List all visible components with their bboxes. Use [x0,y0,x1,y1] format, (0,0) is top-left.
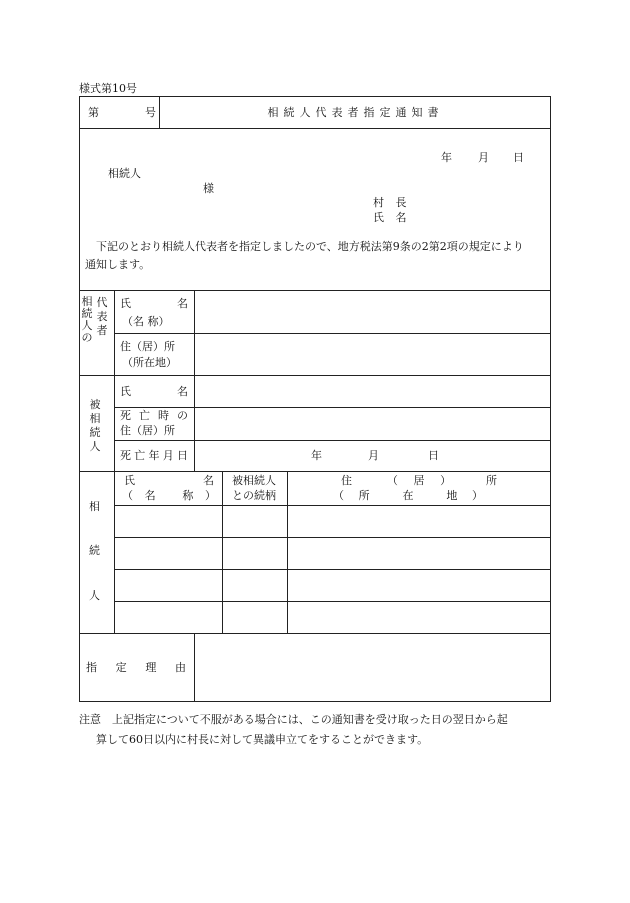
rep-name-sub: （名 称） [122,315,170,328]
divider-heir-row1 [114,537,551,538]
heirs-group-label-3: 人 [89,589,100,602]
rep-group-label-col2: 代表者 [96,296,108,337]
divider-rep-rows [114,333,551,334]
notice-body-line1: 下記のとおり相続人代表者を指定しましたので、地方税法第9条の2第2項の規定により [96,240,524,253]
decedent-name-label: 氏 名 [120,385,188,398]
notice-body-line2: 通知します。 [85,258,151,271]
notice-date-day: 日 [513,151,524,164]
number-suffix: 号 [145,106,156,119]
recipient-label: 相続人 [108,167,141,180]
notice-date-month: 月 [478,151,489,164]
divider-label-col [194,290,195,471]
issuer-name-label: 氏 名 [373,211,411,224]
footnote-line1: 注意 上記指定について不服がある場合には、この通知書を受け取った日の翌日から起 [79,713,508,726]
decedent-group-label: 被相続人 [89,398,101,453]
issuer-title: 村 長 [373,196,411,209]
recipient-honorific: 様 [203,182,214,195]
rep-group-label-col1: 相続人の [81,295,93,344]
divider-heir-col2 [287,471,288,633]
number-prefix: 第 [88,106,99,119]
heirs-col-relation-line2: との続柄 [232,489,276,502]
rep-address-sub: （所在地） [122,356,177,369]
divider-dec-row1 [114,407,551,408]
heirs-col-name: 氏 名 [124,474,214,487]
divider-dec-end [79,471,551,472]
heirs-col-address-sub: （所 在 地） [333,489,483,502]
divider-heir-end [79,633,551,634]
form-frame [79,96,551,702]
divider-notice [79,290,551,291]
divider-header [79,128,551,129]
divider-rep-end [79,375,551,376]
death-date-label: 死亡年月日 [120,449,188,462]
death-year: 年 [311,449,322,462]
heirs-group-label-2: 続 [89,544,100,557]
decedent-address-label-line2: 住（居）所 [120,424,175,437]
notice-date-year: 年 [441,151,452,164]
document-title: 相続人代表者指定通知書 [267,106,444,119]
rep-address-label: 住（居）所 [120,340,175,353]
reason-label: 指定理由 [86,661,186,674]
divider-group-col [114,290,115,633]
footnote-line2: 算して60日以内に村長に対して異議申立てをすることができます。 [96,733,429,746]
divider-dec-row2 [114,440,551,441]
divider-heir-row3 [114,601,551,602]
heirs-col-relation-line1: 被相続人 [232,474,276,487]
form-number: 様式第10号 [79,82,137,95]
heirs-group-label-1: 相 [89,500,100,513]
divider-heir-col1 [222,471,223,633]
death-day: 日 [428,449,439,462]
divider-heir-row2 [114,569,551,570]
divider-reason-col [194,633,195,702]
divider-heir-header [114,505,551,506]
heirs-col-name-sub: （名 称） [122,489,216,502]
death-month: 月 [368,449,379,462]
rep-name-label: 氏 名 [120,297,188,310]
heirs-col-address: 住 （居） 所 [341,474,497,487]
decedent-address-label-line1: 死 亡 時 の [120,409,188,422]
